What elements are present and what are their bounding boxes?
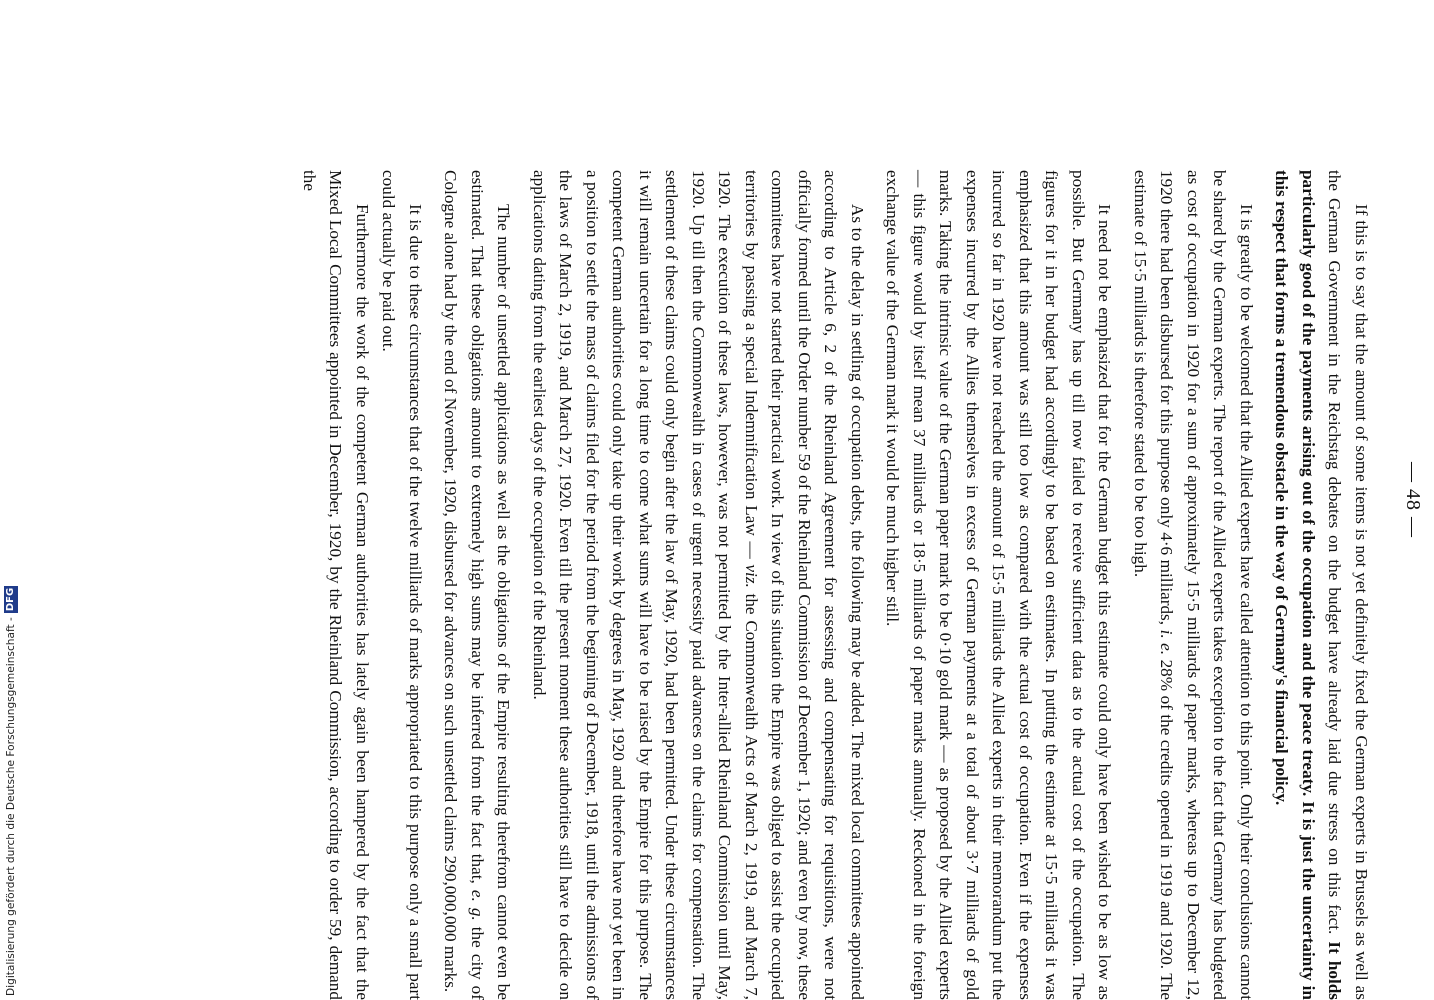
paragraph-segment: e. g. (468, 889, 487, 921)
paragraph-segment: If this is to say that the amount of some items is not yet definitely fixed the German experts in Brussels as well as the German Government in the Reichstag debates on the budget have already laid due stress on this fact. (1325, 170, 1371, 1000)
paragraph-segment: It is due to these circumstances that of the twelve milliards of marks appropriated to this purpose only a small part could actually be paid out. (379, 170, 425, 1000)
page-number: — 48 — (1402, 462, 1424, 538)
paragraph-segment: It need not be emphasized that for the German budget this estimate could only have been wished to be as low as possible. But Germany has up till now failed to receive sufficient data as to the actual cost of the occupation. The figures for it in her budget had accordingly to be based on estimates. In putting the estimate at 15·5 milliards it was emphasized that this amount was still too low as compared with the actual cost of occupation. Even if the expenses incurred so far in 1920 have not reached the amount of 15·5 milliards the Allied experts in their memorandum put the expenses incurred by the Allies themselves in excess of German payments at a total of about 3·7 milliards of gold marks. Taking the intrinsic value of the German paper mark to be 0·10 gold mark — as proposed by the Allied experts — this figure would by itself mean 37 milliards or 18·5 milliards of paper marks annually. Reckoned in the foreign exchange value of the German mark it would be much higher still. (883, 170, 1115, 1000)
dfg-logo: DFG (5, 587, 16, 612)
paragraph (375, 170, 428, 1000)
paragraph (437, 170, 517, 1000)
paragraph (1127, 170, 1260, 1000)
paragraph-segment: It holds particularly good of the payments arising out of the occupation and the peace treaty. It is just the uncertainty in this respect that forms a tremendous obstacle in the way of Germany's financial policy. (1272, 170, 1345, 1000)
paragraph (1268, 170, 1374, 1000)
paragraph-segment: i. e. (1157, 629, 1177, 656)
paragraph-segment: the city of Cologne alone had by the end of November, 1920, disbursed for advances on such unsettled claims 290,000,000 marks. (441, 170, 487, 1000)
digitization-credit (0, 587, 22, 996)
paragraph-segment: Furthermore the work of the competent German authorities has lately again been hampered by the fact that the Mixed Local Committees appointed in December, 1920, by the Rheinland Commission, according to order 59, demand the (300, 170, 372, 1000)
paragraph-segment: the Commonwealth Acts of March 2, 1919, and March 7, 1920. The execution of these laws, however, was not permitted by the Inter-allied Rheinland Commission until May, 1920. Up till then the Commonwealth in cases of urgent necessity paid advances on the claims for compensation. The settlement of these claims could only begin after the law of May, 1920, had been permitted. Under these circumstances it will remain uncertain for a long time to come what sums will have to be raised by the Empire for this purpose. The competent German authorities could only take up their work by degrees in May, 1920 and therefore have not yet been in a position to settle the mass of claims filed for the period from the beginning of December, 1918, until the admissions of the laws of March 2, 1919, and March 27, 1920. Even till the present moment these authorities still have to decide on applications dating from the earliest days of the occupation of the Rheinland. (530, 170, 761, 1000)
rotated-document-page (80, 0, 1434, 1000)
body-text (296, 170, 1375, 1000)
paragraph (526, 170, 871, 1000)
paragraph (296, 170, 376, 1000)
digitization-credit-text: Digitalisierung gefördert durch die Deutsche Forschungsgemeinschaft - (5, 617, 17, 996)
paragraph-segment: It is greatly to be welcomed that the Allied experts have called attention to this point. Only their conclusions cannot be shared by the German experts. The report of the Allied experts takes exception to the fact that Germany has budgeted as cost of occupation in 1920 for a sum of approximately 15·5 milliards of paper marks, whereas up to December 12, 1920 there had been disbursed for this purpose only 4·6 milliards, (1157, 170, 1256, 1000)
paragraph-segment: 28% of the credits opened in 1919 and 1920. The estimate of 15·5 milliards is therefore stated to be too high. (1131, 170, 1177, 1000)
paragraph-segment: viz. (742, 564, 761, 588)
paragraph-segment: As to the delay in settling of occupation debts, the following may be added. The mixed local committees appointed according to Article 6, 2 of the Rheinland Agreement for assessing and compensating for requisitions, were not officially formed until the Order number 59 of the Rheinland Commission of December 1, 1920; and even by now, these committees have not started their practical work. In view of this situation the Empire was obliged to assist the occupied territories by passing a special Indemnification Law — (742, 170, 867, 1000)
paragraph (879, 170, 1118, 1000)
paragraph-segment: The number of unsettled applications as well as the obligations of the Empire resulting therefrom cannot even be estimated. That these obligations amount to extremely high sums may be inferred from the fact that, (468, 170, 514, 1000)
